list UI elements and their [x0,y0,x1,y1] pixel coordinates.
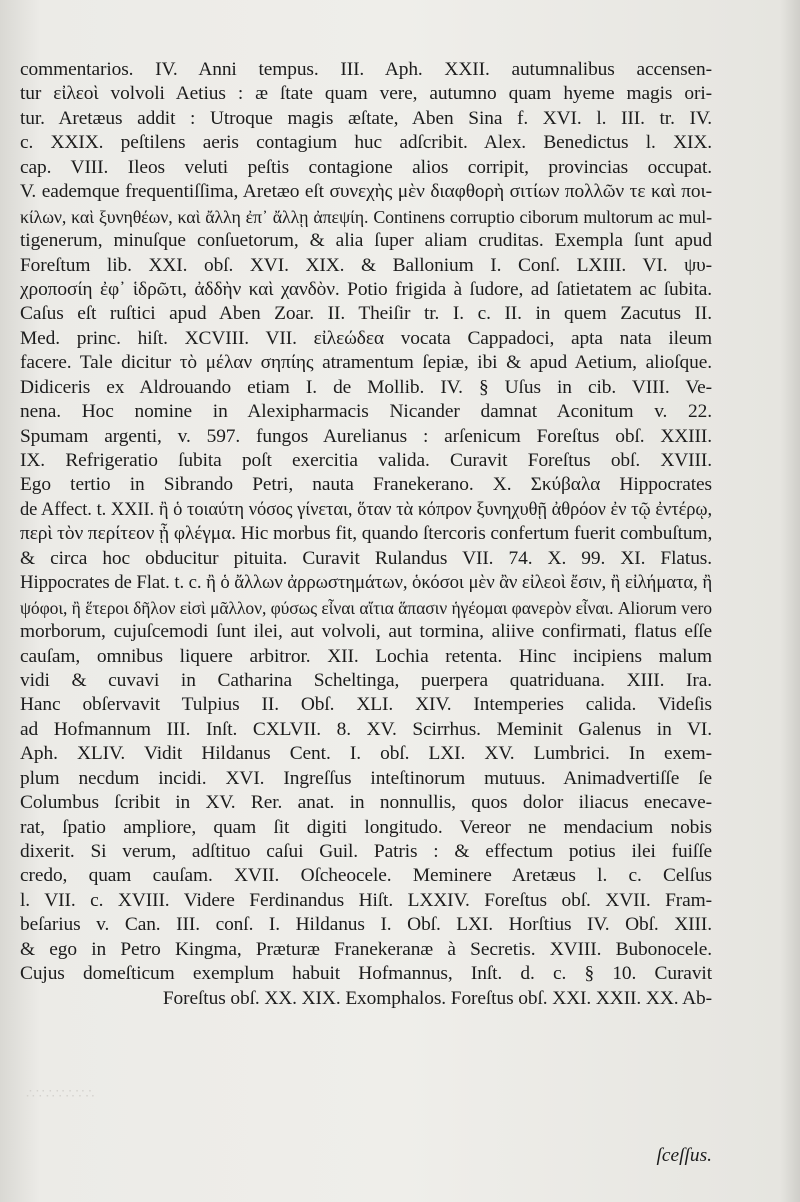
text-line: IX. Refrigeratio ſubita poſt exercitia valida. Curavit Foreſtus obſ. XVIII. [20,450,712,471]
text-line: Aph. XLIV. Vidit Hildanus Cent. I. obſ. LXI. XV. Lumbrici. In exem- [20,743,712,765]
text-line: Ego tertio in Sibrando Petri, nauta Franekerano. X. Σκύβαλα Hippocrates [20,474,712,496]
text-line: rat, ſpatio ampliore, quam ſit digiti longitudo. Vereor ne mendacium nobis [20,816,712,838]
text-line: ψόφοι, ἢ ἕτεροι δῆλον εἰσὶ μᾶλλον, φύσως εἶναι αἴτια ἅπασιν ἡγέομαι φανερὸν εἶναι. Aliorum vero [20,597,712,618]
text-line: Spumam argenti, v. 597. fungos Aurelianus : arſenicum Foreſtus obſ. XXIII. [20,425,712,447]
text-line: Cujus domeſticum exemplum habuit Hofmannus, Inſt. d. c. § 10. Curavit [20,963,712,985]
text-line: cap. VIII. Ileos veluti peſtis contagione alios corripit, provincias occupat. [20,156,712,178]
text-line: Hippocrates de Flat. t. c. ἢ ὁ ἄλλων ἀρρωστημάτων, ὁκόσοι μὲν ἂν εἰλεοὶ ἔσιν, ἢ εἰλήματα, ἢ [20,572,713,594]
catchword: ſceſſus. [656,1145,712,1166]
text-line: l. VII. c. XVIII. Videre Ferdinandus Hiſt. LXXIV. Foreſtus obſ. XVII. Fram- [20,889,712,911]
text-line: Columbus ſcribit in XV. Rer. anat. in nonnullis, quos dolor iliacus enecave- [20,792,712,814]
text-line: V. eademque frequentiſſima, Aretæo eſt συνεχὴς μὲν διαφθορὴ σιτίων πολλῶν τε καὶ ποι- [20,181,712,203]
text-line: Didiceris ex Aldrouando etiam I. de Mollib. IV. § Uſus in cib. VIII. Ve- [20,376,712,398]
text-line: dixerit. Si verum, adſtituo caſui Guil. Patris : & effectum potius ilei fuiſſe [20,841,712,862]
text-line: plum necdum incidi. XVI. Ingreſſus inteſtinorum mutuus. Animadvertiſſe ſe [20,767,712,789]
text-line: Hanc obſervavit Tulpius II. Obſ. XLI. XIV. Intemperies calida. Videſis [20,694,712,716]
text-line: cauſam, omnibus liquere arbitror. XII. Lochia retenta. Hinc incipiens malum [20,645,712,667]
text-line: χροποσίη ἐφ᾽ ἱδρῶτι, ἀδδὴν καὶ χανδὸν. Potio frigida à ſudore, ad ſatietatem ac ſubita. [20,278,712,300]
text-line: de Affect. t. XXII. ἢ ὁ τοιαύτη νόσος γίνεται, ὅταν τὰ κόπρον ξυνηχυθῇ ἀθρόον ἐν τῷ ἐντέρῳ, [20,499,712,520]
body-text [20,58,712,1011]
text-line: Caſus eſt ruſtici apud Aben Zoar. II. Theiſir tr. I. c. II. in quem Zacutus II. [20,303,712,325]
text-line: Foreſtus obſ. XX. XIX. Exomphalos. Foreſtus obſ. XXI. XXII. XX. Ab- [162,987,712,1009]
faded-stamp-mark: ∴∵∴∵∴∵∴ [26,1087,96,1102]
text-line: & ego in Petro Kingma, Præturæ Franekeranæ à Secretis. XVIII. Bubonocele. [20,938,712,960]
text-line: Med. princ. hiſt. XCVIII. VII. εἰλεώδεα vocata Cappadoci, apta nata ileum [20,327,712,349]
text-line: tur εἰλεοὶ volvoli Aetius : æ ſtate quam vere, autumno quam hyeme magis ori- [20,83,712,105]
text-line: tigenerum, minuſque conſuetorum, & alia ſuper aliam cruditas. Exempla ſunt apud [20,230,712,252]
text-line: facere. Tale dicitur τὸ μέλαν σηπίης atramentum ſepiæ, ibi & apud Aetium, alioſque. [20,352,712,374]
text-line: Foreſtum lib. XXI. obſ. XVI. XIX. & Ballonium I. Conſ. LXIII. VI. ψυ- [20,254,712,276]
text-line: κίλων, καὶ ξυνηθέων, καὶ ἄλλη ἐπ᾽ ἄλλῃ ἀπεψίη. Continens corruptio ciborum multorum ac mul- [20,206,712,227]
text-line: c. XXIX. peſtilens aeris contagium huc adſcribit. Alex. Benedictus l. XIX. [20,132,712,154]
text-line: morborum, cujuſcemodi ſunt ilei, aut volvoli, aut tormina, aliive confirmati, flatus eſſe [20,621,712,643]
text-line: nena. Hoc nomine in Alexipharmacis Nicander damnat Aconitum v. 22. [20,401,712,423]
text-line: beſarius v. Can. III. conſ. I. Hildanus I. Obſ. LXI. Horſtius IV. Obſ. XIII. [20,914,712,936]
text-line: commentarios. IV. Anni tempus. III. Aph. XXII. autumnalibus accensen- [20,59,712,80]
text-line: ad Hofmannum III. Inſt. CXLVII. 8. XV. Scirrhus. Meminit Galenus in VI. [20,718,712,740]
text-line: vidi & cuvavi in Catharina Scheltinga, puerpera quatriduana. XIII. Ira. [20,669,712,691]
text-line: tur. Aretæus addit : Utroque magis æſtate, Aben Sina f. XVI. l. III. tr. IV. [20,107,712,129]
text-line: περὶ τὸν περίτεον ᾖ φλέγμα. Hic morbus fit, quando ſtercoris confertum fuerit combuſtum, [20,523,713,545]
text-line: credo, quam cauſam. XVII. Oſcheocele. Meminere Aretæus l. c. Celſus [20,865,712,887]
text-line: & circa hoc obducitur pituita. Curavit Rulandus VII. 74. X. 99. XI. Flatus. [20,547,712,569]
